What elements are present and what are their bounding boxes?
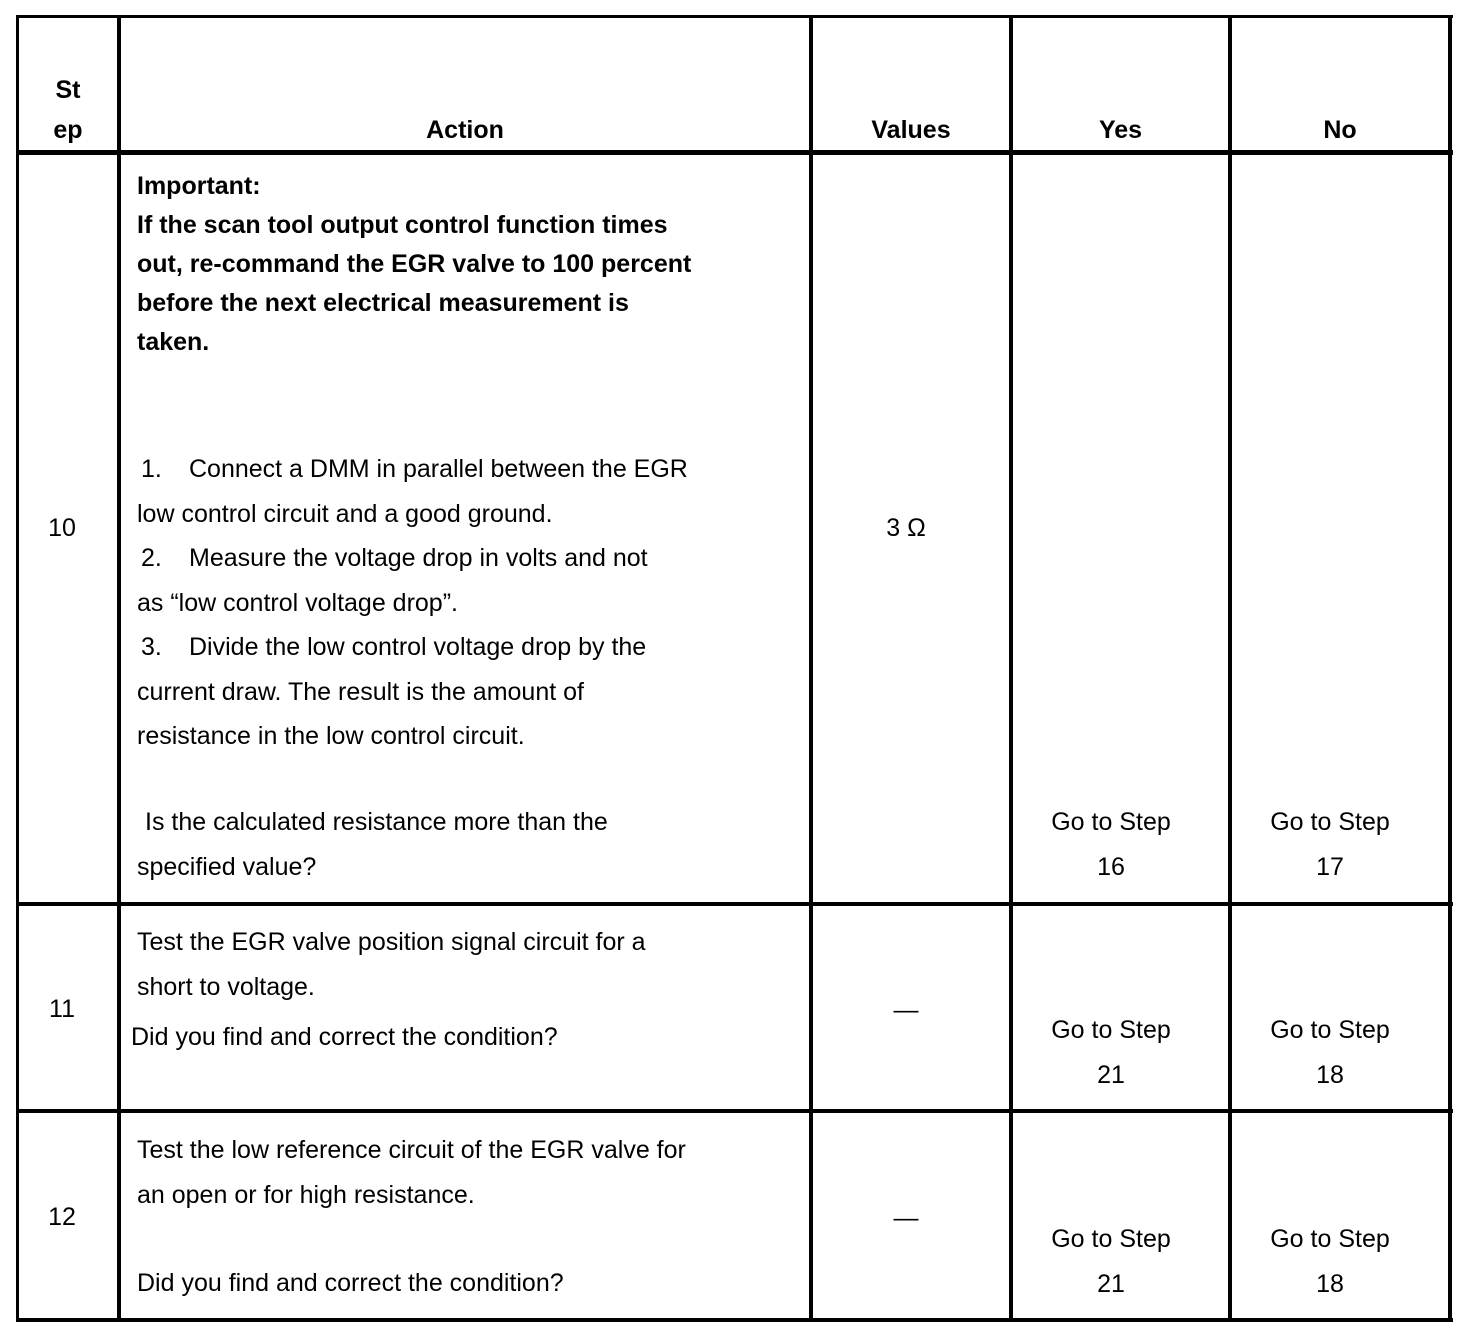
header-step xyxy=(19,70,117,150)
no-step-number: 18 xyxy=(1316,1269,1344,1298)
step-number: 3. xyxy=(141,633,162,661)
header-no: No xyxy=(1323,116,1357,144)
row-11-step: 11 xyxy=(49,995,75,1023)
procedure-step-2-line1: 2. Measure the voltage drop in volts and not xyxy=(137,536,802,581)
no-step-number: 17 xyxy=(1316,852,1344,881)
no-label: Go to Step xyxy=(1270,1225,1390,1253)
row-12-action xyxy=(137,1128,802,1217)
row-11-value: — xyxy=(893,996,919,1024)
row-10-no xyxy=(1232,800,1428,889)
row-12-step: 12 xyxy=(48,1203,76,1231)
important-title: Important: xyxy=(137,172,261,200)
header-bottom-border xyxy=(16,150,1453,155)
table-left-border xyxy=(16,15,19,1322)
no-step-number: 18 xyxy=(1316,1060,1344,1089)
header-yes: Yes xyxy=(1098,116,1143,144)
row-10-important-note xyxy=(137,167,797,362)
row-12-no xyxy=(1232,1217,1428,1306)
row-11-action xyxy=(137,920,802,1009)
table-bottom-border xyxy=(16,1318,1453,1322)
no-label: Go to Step xyxy=(1270,1016,1390,1044)
table-top-border xyxy=(16,15,1453,18)
question-line1: Is the calculated resistance more than the xyxy=(145,808,608,836)
values-column-divider xyxy=(1009,15,1013,1322)
row-10-question xyxy=(137,800,802,889)
important-line: taken. xyxy=(137,328,210,356)
step-column-divider xyxy=(117,15,121,1322)
no-label: Go to Step xyxy=(1270,808,1390,836)
row-10-yes xyxy=(1013,800,1209,889)
important-line: before the next electrical measurement is xyxy=(137,289,629,317)
action-line2: an open or for high resistance. xyxy=(137,1180,475,1209)
procedure-step-2-line2: as “low control voltage drop”. xyxy=(137,588,458,617)
row-12-value: — xyxy=(893,1204,919,1232)
important-line: If the scan tool output control function times xyxy=(137,211,668,239)
action-line1: Test the EGR valve position signal circuit for a xyxy=(137,928,646,956)
question-line2: specified value? xyxy=(137,852,317,881)
row-11-question: Did you find and correct the condition? xyxy=(131,1023,558,1051)
action-column-divider xyxy=(809,15,813,1322)
procedure-step-3-line1: 3. Divide the low control voltage drop by the xyxy=(137,625,802,670)
row-10-procedure-steps xyxy=(137,447,802,759)
procedure-step-3-line3: resistance in the low control circuit. xyxy=(137,722,525,750)
yes-step-number: 16 xyxy=(1097,852,1125,881)
row-12-question: Did you find and correct the condition? xyxy=(137,1269,564,1297)
row-11-bottom-border xyxy=(16,1109,1453,1113)
step-number: 1. xyxy=(141,455,162,483)
procedure-step-3-line2: current draw. The result is the amount of xyxy=(137,677,584,706)
yes-label: Go to Step xyxy=(1051,808,1171,836)
yes-step-number: 21 xyxy=(1097,1060,1125,1089)
step-number: 2. xyxy=(141,544,162,572)
header-step-line1: St xyxy=(55,76,81,104)
important-line: out, re-command the EGR valve to 100 percent xyxy=(137,250,692,278)
yes-label: Go to Step xyxy=(1051,1225,1171,1253)
yes-label: Go to Step xyxy=(1051,1016,1171,1044)
yes-step-number: 21 xyxy=(1097,1269,1125,1298)
row-11-yes xyxy=(1013,1008,1209,1097)
row-10-bottom-border xyxy=(16,902,1453,906)
row-10-step: 10 xyxy=(48,514,76,542)
procedure-step-1-line2: low control circuit and a good ground. xyxy=(137,499,553,528)
header-step-line2: ep xyxy=(53,116,83,144)
procedure-step-1-line1: 1. Connect a DMM in parallel between the EGR xyxy=(137,447,802,492)
yes-column-divider xyxy=(1228,15,1232,1322)
action-line1: Test the low reference circuit of the EGR valve for xyxy=(137,1136,686,1164)
row-11-no xyxy=(1232,1008,1428,1097)
action-line2: short to voltage. xyxy=(137,972,315,1001)
table-right-border xyxy=(1448,15,1452,1322)
row-10-value: 3 Ω xyxy=(886,514,926,542)
row-12-yes xyxy=(1013,1217,1209,1306)
header-values: Values xyxy=(871,116,951,144)
header-action: Action xyxy=(426,116,504,144)
